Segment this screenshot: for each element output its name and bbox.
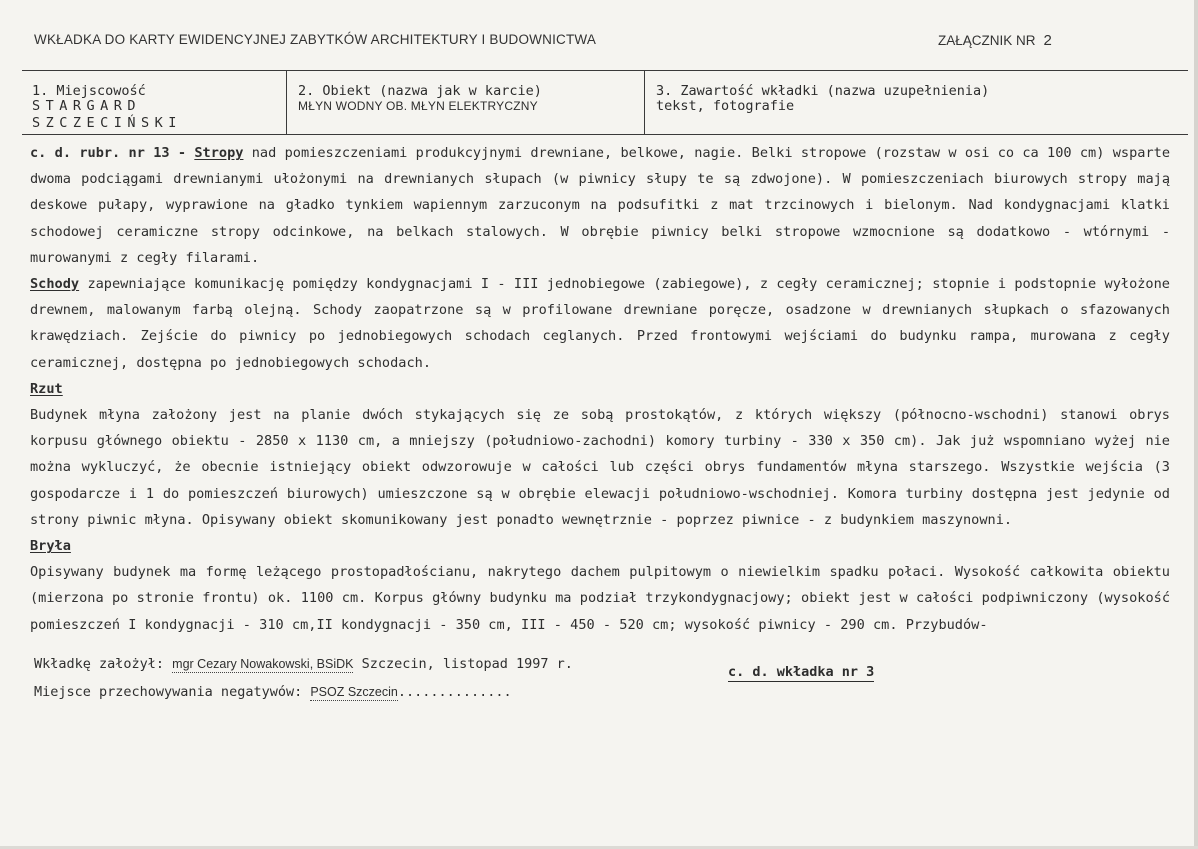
- field-divider-1: [286, 71, 287, 134]
- attachment-value: 2: [1043, 32, 1052, 49]
- heading-massing: Bryła: [30, 538, 71, 555]
- text-stairs: zapewniające komunikację pomiędzy kondygnacjami I - III jednobiegowe (zabiegowe), z cegły ceramicznej; stopnie i podstopnie wyłożone drewnem, malowanym farbą olejną. Schody zaopatrzone są w profilowane drewniane poręcze, osadzone w drewnianych słupkach o sfazowanych krawędziach. Zejście do piwnicy po jednobiegowych schodach ceglanych. Przed frontowymi wejściami do budynku rampa, murowana z cegły ceramicznej, dostępna po jednobiegowych schodach.: [30, 276, 1170, 371]
- negatives-label: Miejsce przechowywania negatywów:: [34, 684, 311, 700]
- negatives-value: PSOZ Szczecin: [310, 685, 398, 699]
- negatives-dots: ..............: [397, 684, 512, 700]
- continuation-note: [728, 664, 874, 680]
- field-object-value: MŁYN WODNY OB. MŁYN ELEKTRYCZNY: [298, 99, 538, 113]
- heading-massing-line: [30, 533, 1170, 559]
- author-line: [34, 656, 573, 672]
- continuation-text: c. d. wkładka nr 3: [728, 664, 875, 680]
- text-plan: Budynek młyna założony jest na planie dwóch stykających się ze sobą prostokątów, z których większy (północno-wschodni) stanowi obrys korpusu głównego obiektu - 2850 x 1130 cm, a mniejszy (południowo-zachodni) komory turbiny - 330 x 350 cm). Jak już wspomniano wyżej nie można wykluczyć, że obecnie istniejący obiekt odwzorowuje w całości lub części obrys fundamentów młyna starszego. Wszystkie wejścia (3 gospodarcze i 1 do pomieszczeń biurowych) umieszczone są w obrębie elewacji południowo-wschodniej. Komora turbiny dostępna jest jedynie od strony piwnic młyna. Opisywany obiekt skomunikowany jest ponadto wewnętrznie - poprzez piwnice - z budynkiem maszynowni.: [30, 407, 1170, 528]
- paragraph-plan: [30, 402, 1170, 533]
- heading-ceilings: Stropy: [194, 145, 244, 161]
- field-locality-value-2: SZCZECIŃSKI: [32, 115, 182, 131]
- negatives-line: [34, 684, 512, 700]
- section-reference: c. d. rubr. nr 13 -: [30, 145, 195, 161]
- heading-stairs: Schody: [30, 276, 80, 293]
- description-body: [30, 140, 1170, 638]
- paragraph-ceilings: [30, 140, 1170, 271]
- field-contents-label: 3. Zawartość wkładki (nazwa uzupełnienia): [656, 83, 990, 99]
- field-locality-value-1: STARGARD: [32, 98, 142, 114]
- paragraph-massing: [30, 559, 1170, 638]
- heading-plan-line: [30, 376, 1170, 402]
- author-value: mgr Cezary Nowakowski, BSiDK: [172, 657, 354, 671]
- author-place-date: Szczecin, listopad 1997 r.: [353, 656, 573, 672]
- top-rule: [22, 70, 1188, 71]
- paragraph-stairs: [30, 271, 1170, 376]
- attachment-number: [938, 32, 1052, 49]
- attachment-label: ZAŁĄCZNIK NR: [938, 33, 1036, 48]
- text-ceilings: nad pomieszczeniami produkcyjnymi drewniane, belkowe, nagie. Belki stropowe (rozstaw w osi co ca 100 cm) wsparte dwoma podciągami drewnianymi ułożonymi na drewnianych słupach (w piwnicy słupy te są zdwojone). W pomieszczeniach biurowych stropy mają deskowe pułapy, wyprawione na gładko tynkiem wapiennym zarzuconym na podsufitki z mat trzcinowych i bielonym. Nad kondygnacjami klatki schodowej ceramiczne stropy odcinkowe, na belkach stalowych. W obrębie piwnicy belki stropowe wzmocnione są dodatkowo - wtórnymi - murowanymi z cegły filarami.: [30, 145, 1170, 266]
- document-title: WKŁADKA DO KARTY EWIDENCYJNEJ ZABYTKÓW ARCHITEKTURY I BUDOWNICTWA: [34, 32, 597, 47]
- field-object-label: 2. Obiekt (nazwa jak w karcie): [298, 83, 542, 99]
- field-contents-value: tekst, fotografie: [656, 98, 795, 114]
- text-massing: Opisywany budynek ma formę leżącego prostopadłościanu, nakrytego dachem pulpitowym o niewielkim spadku połaci. Wysokość całkowita obiektu (mierzona po stronie frontu) ok. 1100 cm. Korpus główny budynku ma podział trzykondygnacjowy; obiekt jest w całości podpiwniczony (wysokość pomieszczeń I kondygnacji - 310 cm,II kondygnacji - 350 cm, III - 450 - 520 cm; wysokość piwnicy - 290 cm. Przybudów-: [30, 564, 1170, 633]
- heading-plan: Rzut: [30, 380, 63, 397]
- field-divider-2: [644, 71, 645, 134]
- card-edge-right: [1194, 0, 1198, 849]
- fields-bottom-rule: [22, 134, 1188, 135]
- field-locality-label: 1. Miejscowość: [32, 83, 146, 99]
- author-label: Wkładkę założył:: [34, 656, 173, 672]
